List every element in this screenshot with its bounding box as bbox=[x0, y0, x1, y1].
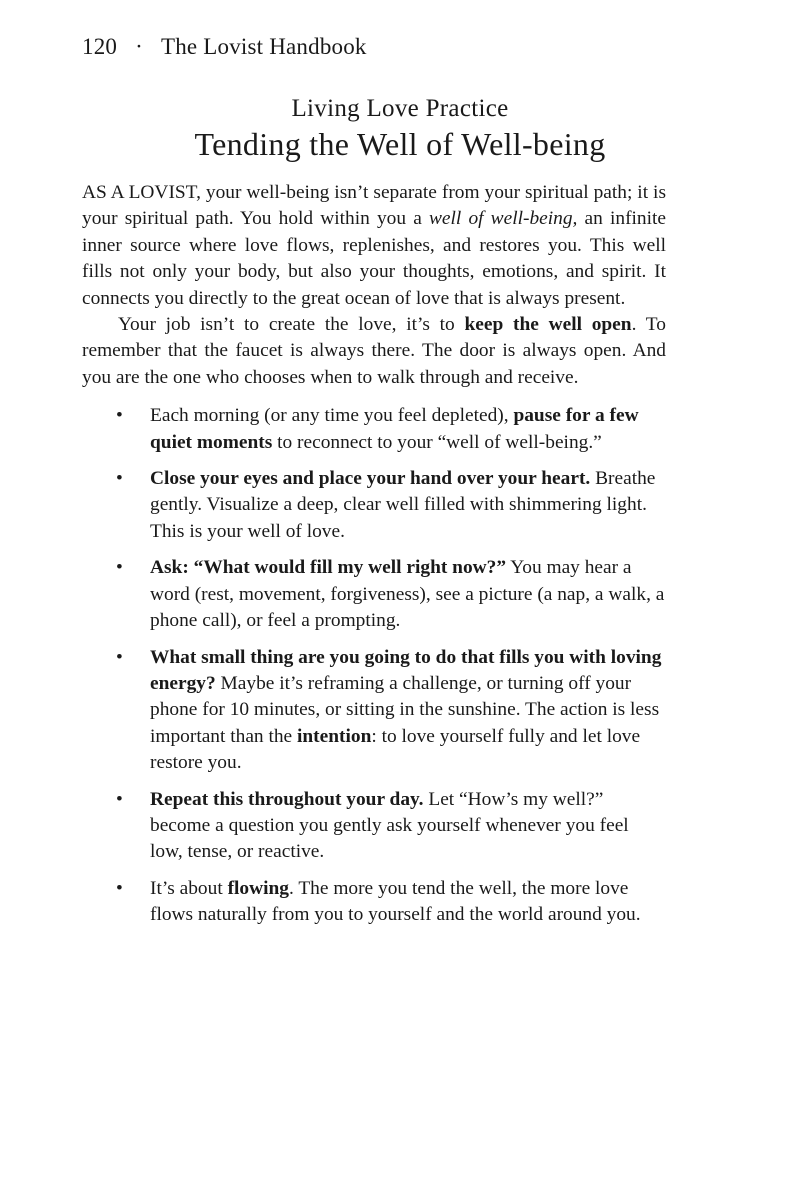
text-run: Maybe it’s reframing a challenge, or turning off your phone for 10 minutes, or sitting in the sunshine. The action is less important than the bbox=[150, 672, 660, 747]
text-run: You may hear a word (rest, movement, forgiveness), see a picture (a nap, a walk, a phone call), or feel a prompting. bbox=[150, 557, 665, 632]
section-kicker: Living Love Practice bbox=[291, 95, 509, 122]
text-run: It’s about bbox=[150, 877, 228, 899]
bullet-icon: • bbox=[116, 557, 123, 579]
body-paragraph bbox=[82, 312, 666, 391]
bullet-icon: • bbox=[116, 405, 123, 427]
section-heading bbox=[82, 94, 718, 164]
text-run: Let “How’s my well?” become a question you gently ask yourself whenever you feel low, tense, or reactive. bbox=[150, 788, 629, 863]
text-run: Breathe gently. Visualize a deep, clear well filled with shimmering light. This is your well of love. bbox=[150, 468, 656, 542]
paragraphs bbox=[82, 180, 666, 391]
body-paragraph bbox=[82, 180, 666, 312]
list-item bbox=[82, 876, 666, 929]
text-run: . The more you tend the well, the more love flows naturally from you to yourself and the world around you. bbox=[150, 877, 641, 926]
bold-emphasis: Repeat this throughout your day. bbox=[150, 788, 424, 810]
bullet-icon: • bbox=[116, 468, 123, 490]
section-title: Tending the Well of Well-being bbox=[194, 126, 606, 162]
bold-emphasis: pause for a few quiet moments bbox=[150, 405, 639, 453]
bullet-icon: • bbox=[116, 877, 123, 899]
page-number: 120 bbox=[82, 34, 118, 59]
list-item bbox=[82, 555, 666, 634]
running-head-separator: · bbox=[135, 34, 143, 59]
text-run: Each morning (or any time you feel depleted), bbox=[150, 405, 514, 427]
book-title: The Lovist Handbook bbox=[160, 34, 367, 59]
text-run: to reconnect to your “well of well-being.” bbox=[272, 431, 602, 453]
text-run: an infinite inner source where love flows, replenishes, and restores you. This well fills not only your body, but also your thoughts, emotions, and spirit. It connects you directly to the great ocean of love that is always present. bbox=[82, 208, 666, 309]
bold-emphasis: What small thing are you going to do that fills you with loving energy? bbox=[150, 646, 662, 694]
text-run: AS A LOVIST, your well-being isn’t separate from your spiritual path; it is your spiritual path. You hold within you a bbox=[82, 182, 666, 230]
text-run: Your job isn’t to create the love, it’s to bbox=[118, 314, 465, 336]
running-head bbox=[82, 34, 367, 60]
bold-emphasis: intention bbox=[297, 725, 372, 747]
text-run: : to love yourself fully and let love restore you. bbox=[150, 725, 641, 774]
list-item bbox=[82, 466, 666, 545]
bullet-icon: • bbox=[116, 646, 123, 668]
bullet-icon: • bbox=[116, 788, 123, 810]
bold-emphasis: flowing bbox=[227, 877, 289, 899]
list-item bbox=[82, 787, 666, 866]
text-run: . To remember that the faucet is always there. The door is always open. And you are the one who chooses when to walk through and receive. bbox=[82, 314, 666, 388]
list-item bbox=[82, 645, 666, 777]
bold-emphasis: Close your eyes and place your hand over your heart. bbox=[150, 468, 591, 490]
list-item bbox=[82, 403, 666, 456]
practice-steps-list bbox=[82, 403, 666, 928]
body-text bbox=[82, 180, 666, 939]
italic-emphasis: well of well-being, bbox=[428, 208, 578, 230]
bold-emphasis: Ask: “What would fill my well right now?” bbox=[150, 557, 507, 579]
bold-emphasis: keep the well open bbox=[464, 314, 632, 336]
